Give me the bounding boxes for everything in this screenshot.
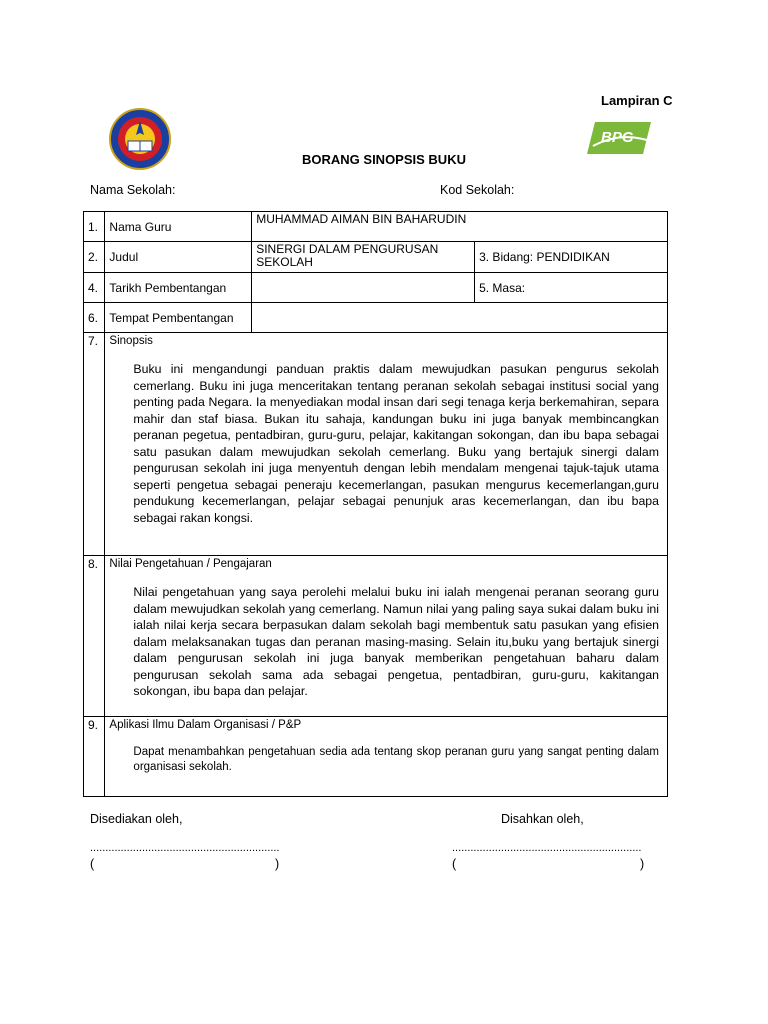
- svg-text:BPG: BPG: [601, 129, 634, 146]
- nama-sekolah-label: Nama Sekolah:: [90, 183, 176, 197]
- judul-value[interactable]: SINERGI DALAM PENGURUSAN SEKOLAH: [252, 242, 475, 273]
- name-open-paren-right: (: [452, 857, 457, 871]
- synopsis-form-table: [83, 211, 668, 797]
- nilai-heading: Nilai Pengetahuan / Pengajaran: [109, 558, 272, 570]
- nama-guru-label: Nama Guru: [105, 212, 252, 242]
- sinopsis-cell[interactable]: [105, 333, 668, 556]
- sinopsis-heading: Sinopsis: [109, 335, 153, 347]
- name-close-paren-right: ): [640, 857, 645, 871]
- row-nilai: [84, 556, 668, 717]
- disediakan-label: Disediakan oleh,: [90, 812, 183, 826]
- signature-line-right[interactable]: ..............................................................: [452, 842, 642, 854]
- aplikasi-text: Dapat menambahkan pengetahuan sedia ada tentang skop peranan guru yang sangat penting dalam organisasi sekolah.: [133, 746, 659, 773]
- aplikasi-cell[interactable]: [105, 717, 668, 797]
- form-title: BORANG SINOPSIS BUKU: [302, 152, 466, 167]
- tempat-value[interactable]: [252, 303, 668, 333]
- row-number: 2.: [84, 242, 105, 273]
- aplikasi-heading: Aplikasi Ilmu Dalam Organisasi / P&P: [109, 719, 302, 731]
- row-number: 9.: [84, 717, 105, 797]
- row-tarikh: [84, 273, 668, 303]
- row-number: 7.: [84, 333, 105, 556]
- kod-sekolah-label: Kod Sekolah:: [440, 183, 515, 197]
- tempat-label: Tempat Pembentangan: [105, 303, 252, 333]
- row-nama-guru: [84, 212, 668, 242]
- masa-field[interactable]: 5. Masa:: [475, 273, 668, 303]
- row-judul: [84, 242, 668, 273]
- row-sinopsis: [84, 333, 668, 556]
- name-close-paren-left: ): [275, 857, 280, 871]
- lampiran-label: Lampiran C: [601, 93, 673, 108]
- judul-label: Judul: [105, 242, 252, 273]
- sinopsis-text: Buku ini mengandungi panduan praktis dalam mewujudkan pasukan pengurus sekolah cemerlang. Buku ini juga menceritakan tentang peranan sekolah sebagai institusi social yang penting pada Negara. Ia menyediakan modal insan dari segi tenaga kerja berkemahiran, separa mahir dan staf biasa. Bukan itu sahaja, kandungan buku ini juga banyak membincangkan peranan pegetua, pentadbiran, guru-guru, pelajar, kakitangan sokongan, dan ibu bapa sebagai satu pasukan dalam mewujudkan sekolah cemerlang. Buku yang bertajuk sinergi dalam pengurusan sekolah ini juga menyentuh dengan lebih mendalam mengenai tajuk-tajuk utama seperti pengetua sebagai peneraju kecemerlangan, pasukan mengurus kecemerlangan,guru pendukung kecemerlangan, pelajar sebagai penunjuk aras kecemerlangan, dan ibu bapa sebagai rakan kongsi.: [133, 362, 659, 525]
- bidang-field[interactable]: 3. Bidang: PENDIDIKAN: [475, 242, 668, 273]
- row-number: 4.: [84, 273, 105, 303]
- row-number: 8.: [84, 556, 105, 717]
- disahkan-label: Disahkan oleh,: [501, 812, 584, 826]
- name-open-paren-left: (: [90, 857, 95, 871]
- row-number: 6.: [84, 303, 105, 333]
- tarikh-value[interactable]: [252, 273, 475, 303]
- row-number: 1.: [84, 212, 105, 242]
- bpg-logo-icon: [585, 120, 653, 156]
- nama-guru-value[interactable]: MUHAMMAD AIMAN BIN BAHARUDIN: [252, 212, 668, 242]
- tarikh-label: Tarikh Pembentangan: [105, 273, 252, 303]
- nilai-cell[interactable]: [105, 556, 668, 717]
- row-aplikasi: [84, 717, 668, 797]
- signature-line-left[interactable]: ..............................................................: [90, 842, 280, 854]
- row-tempat: [84, 303, 668, 333]
- nilai-text: Nilai pengetahuan yang saya perolehi melalui buku ini ialah mengenai peranan seorang guru dalam mewujudkan sekolah yang cemerlang. Namun nilai yang paling saya sukai dalam buku ini ialah nilai kerja secara berpasukan dalam sekolah bagi membentuk satu pasukan yang efisien dalam melaksanakan tugas dan peranan masing-masing. Selain itu,buku yang bertajuk sinergi dalam pengurusan sekolah ini juga banyak memberikan pengetahuan baharu dalam pengurusan sekolah sama ada sebagai pengetua, pentadbiran, guru-guru, kakitangan sokongan, ibu bapa dan pelajar.: [133, 585, 659, 698]
